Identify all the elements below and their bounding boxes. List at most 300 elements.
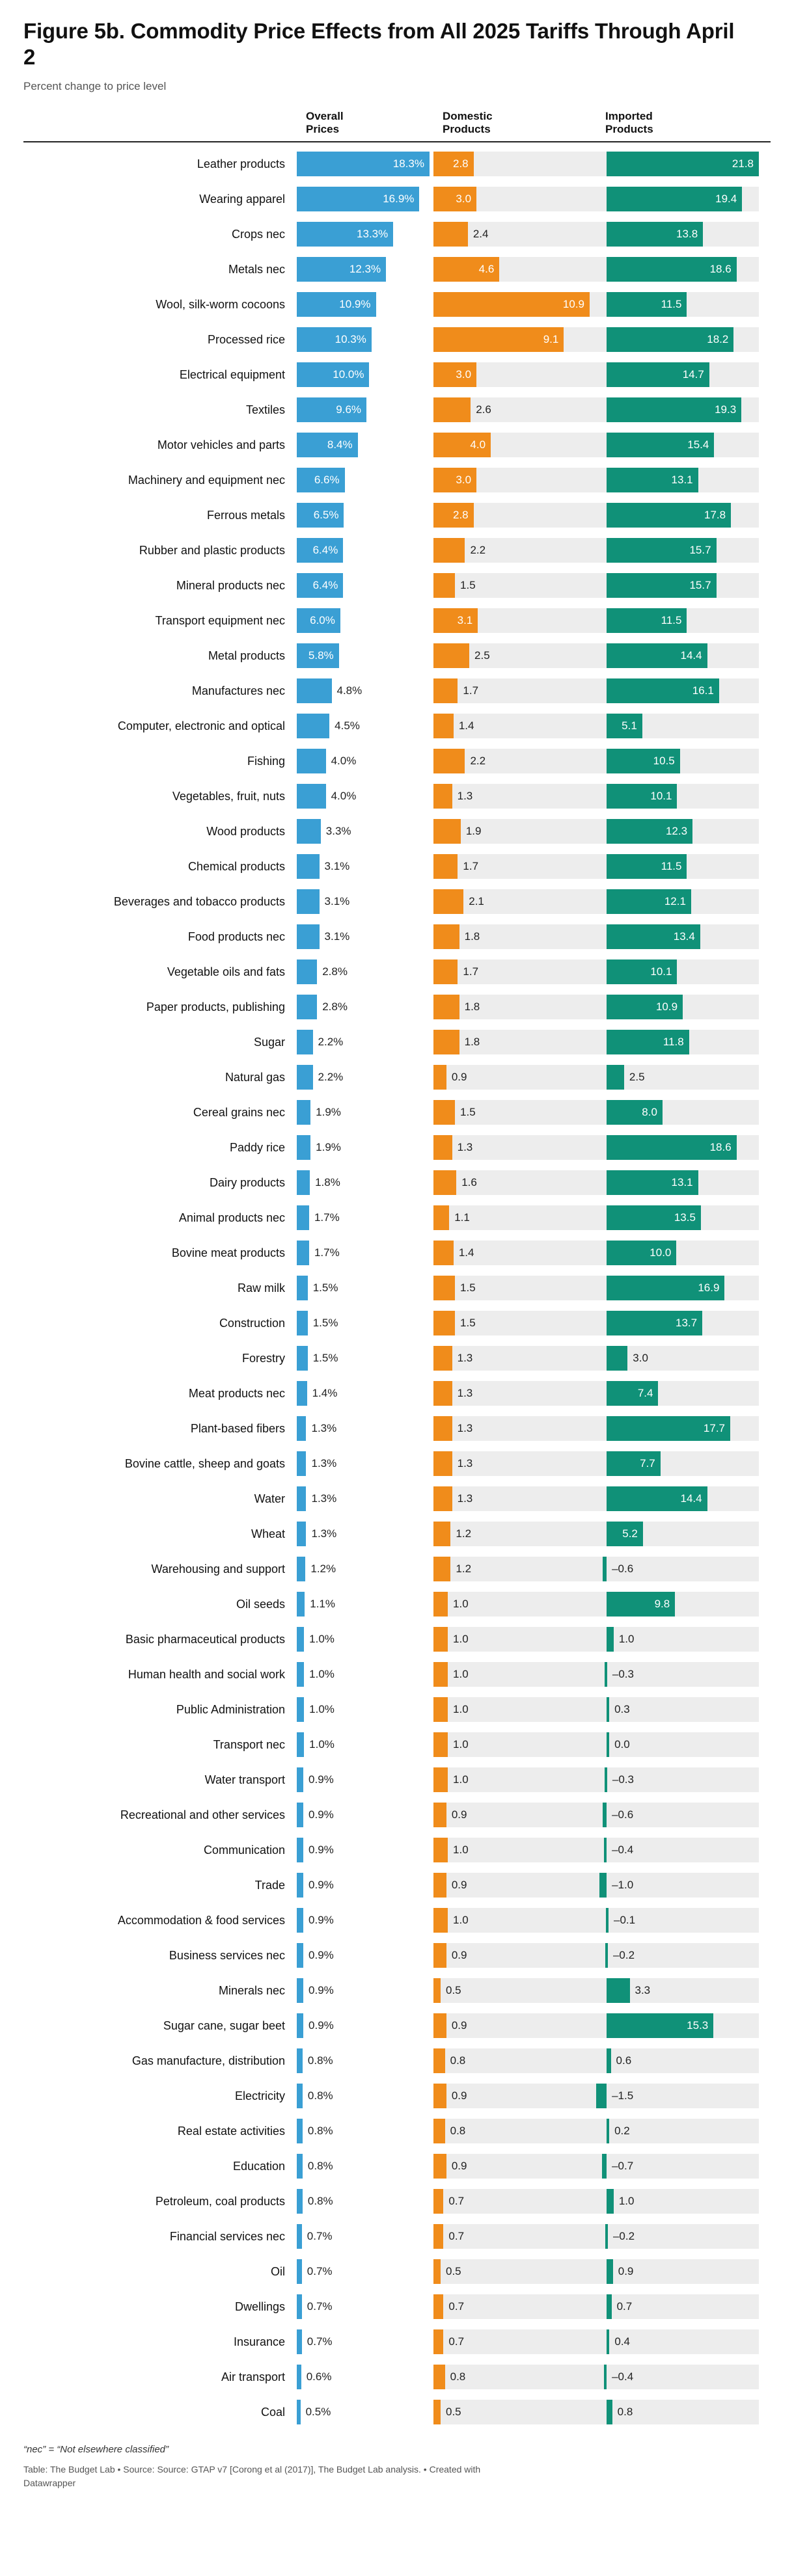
bar-cell-domestic — [433, 1135, 596, 1160]
bar-value-overall: 1.4% — [312, 1387, 338, 1400]
bar-value-domestic: 2.6 — [476, 403, 491, 416]
row-label: Electricity — [234, 2089, 285, 2102]
row-label: Textiles — [245, 403, 285, 416]
bar-value-imported: 11.5 — [661, 860, 682, 873]
bar-value-domestic: 3.0 — [456, 474, 472, 487]
bar-cell-domestic — [433, 1732, 596, 1757]
row-label: Bovine cattle, sheep and goats — [124, 1456, 285, 1470]
bar-value-overall: 0.8% — [307, 2054, 333, 2067]
row-label: Financial services nec — [169, 2229, 285, 2243]
row-label: Sugar — [253, 1035, 285, 1049]
table-row — [23, 1376, 771, 1411]
table-row — [23, 638, 771, 673]
bar-value-imported: 13.4 — [673, 930, 695, 943]
bar-cell-overall — [297, 819, 433, 844]
bar-cell-domestic — [433, 152, 596, 176]
bar-domestic — [433, 889, 463, 914]
bar-value-domestic: 0.9 — [451, 1949, 467, 1962]
bar-track-domestic — [433, 1170, 596, 1195]
bar-value-overall: 1.9% — [316, 1106, 341, 1119]
table-row — [23, 427, 771, 463]
bar-domestic — [433, 1803, 446, 1827]
bar-cell-domestic — [433, 1311, 596, 1335]
bar-domestic — [433, 2048, 445, 2073]
bar-value-domestic: 1.8 — [464, 1000, 480, 1013]
bar-value-imported: 15.3 — [687, 2019, 709, 2032]
bar-value-overall: 6.0% — [310, 614, 335, 627]
bar-value-domestic: 2.1 — [469, 895, 484, 908]
row-label: Ferrous metals — [206, 508, 285, 522]
bar-value-imported: 3.0 — [633, 1352, 648, 1365]
row-label: Dwellings — [234, 2300, 285, 2313]
bar-domestic — [433, 2189, 443, 2214]
row-label: Minerals nec — [218, 1983, 285, 1997]
table-row — [23, 708, 771, 744]
bar-value-overall: 0.8% — [307, 2195, 333, 2208]
bar-value-domestic: 2.5 — [474, 649, 490, 662]
bar-value-overall: 1.3% — [311, 1492, 337, 1505]
table-row — [23, 1587, 771, 1622]
bar-value-imported: 10.5 — [653, 755, 675, 768]
bar-cell-imported — [596, 152, 759, 176]
bar-cell-domestic — [433, 1803, 596, 1827]
bar-value-imported: 5.1 — [622, 719, 637, 732]
bar-value-overall: 0.7% — [307, 2335, 333, 2348]
bar-cell-imported — [596, 2189, 759, 2214]
bar-cell-domestic — [433, 2224, 596, 2249]
bar-value-overall: 5.8% — [308, 649, 334, 662]
bar-overall — [297, 995, 317, 1019]
row-label: Plant-based fibers — [190, 1421, 285, 1435]
bar-value-domestic: 0.8 — [450, 2370, 466, 2383]
bar-value-domestic: 1.5 — [460, 579, 476, 592]
bar-imported — [607, 1978, 629, 2003]
bar-value-domestic: 0.5 — [446, 1984, 461, 1997]
bar-value-overall: 0.8% — [307, 2089, 333, 2102]
bar-cell-overall — [297, 187, 433, 211]
bar-cell-domestic — [433, 1557, 596, 1581]
bar-cell-imported — [596, 889, 759, 914]
bar-cell-overall — [297, 2224, 433, 2249]
bar-cell-imported — [596, 608, 759, 633]
bar-value-imported: 18.6 — [709, 263, 732, 276]
bar-cell-imported — [596, 2013, 759, 2038]
bar-domestic — [433, 1276, 455, 1300]
bar-domestic — [433, 1241, 454, 1265]
row-label: Water transport — [204, 1773, 285, 1786]
bar-imported — [605, 2224, 608, 2249]
bar-cell-overall — [297, 573, 433, 598]
row-label: Processed rice — [207, 332, 285, 346]
bar-cell-overall — [297, 608, 433, 633]
table-row — [23, 1868, 771, 1903]
bar-value-imported: 17.8 — [704, 509, 726, 522]
bar-value-imported: 13.7 — [675, 1317, 698, 1330]
bar-cell-domestic — [433, 573, 596, 598]
bar-cell-domestic — [433, 397, 596, 422]
bar-value-overall: 1.9% — [316, 1141, 341, 1154]
bar-overall — [297, 678, 332, 703]
bar-value-overall: 1.5% — [312, 1317, 338, 1330]
bar-value-domestic: 0.5 — [446, 2265, 461, 2278]
header-divider — [23, 141, 771, 142]
bar-value-overall: 1.1% — [310, 1598, 335, 1611]
bar-value-overall: 1.8% — [315, 1176, 340, 1189]
bar-cell-domestic — [433, 1838, 596, 1862]
bar-cell-overall — [297, 1978, 433, 2003]
table-row — [23, 1060, 771, 1095]
row-label: Food products nec — [187, 930, 285, 943]
bar-track-domestic — [433, 1241, 596, 1265]
bar-track-domestic — [433, 573, 596, 598]
bar-cell-domestic — [433, 819, 596, 844]
bar-value-domestic: 0.9 — [451, 1879, 467, 1892]
row-label: Chemical products — [187, 859, 285, 873]
table-row — [23, 146, 771, 181]
bar-overall — [297, 1451, 306, 1476]
bar-cell-imported — [596, 1346, 759, 1371]
bar-track-domestic — [433, 1100, 596, 1125]
bar-cell-overall — [297, 1908, 433, 1933]
bar-imported — [603, 1803, 607, 1827]
bar-domestic — [433, 1873, 446, 1898]
bar-cell-imported — [596, 2259, 759, 2284]
table-row — [23, 1025, 771, 1060]
bar-cell-overall — [297, 749, 433, 773]
table-row — [23, 603, 771, 638]
bar-cell-overall — [297, 2294, 433, 2319]
bar-cell-domestic — [433, 1451, 596, 1476]
bar-cell-domestic — [433, 2048, 596, 2073]
bar-cell-overall — [297, 2329, 433, 2354]
bar-track-domestic — [433, 714, 596, 738]
bar-cell-domestic — [433, 643, 596, 668]
bar-overall — [297, 1030, 313, 1054]
bar-cell-domestic — [433, 187, 596, 211]
bar-value-overall: 1.5% — [312, 1352, 338, 1365]
bar-value-domestic: 4.0 — [470, 438, 486, 451]
bar-cell-overall — [297, 1873, 433, 1898]
chart-rows — [23, 146, 771, 2430]
chart-subtitle: Percent change to price level — [23, 79, 167, 92]
bar-value-overall: 0.5% — [305, 2406, 331, 2419]
bar-cell-overall — [297, 397, 433, 422]
bar-cell-overall — [297, 1241, 433, 1265]
bar-domestic — [433, 959, 458, 984]
bar-domestic — [433, 573, 455, 598]
bar-value-overall: 0.7% — [307, 2265, 333, 2278]
row-label: Vegetable oils and fats — [167, 965, 285, 978]
bar-value-domestic: 2.8 — [453, 157, 469, 170]
bar-cell-imported — [596, 1100, 759, 1125]
bar-cell-domestic — [433, 1241, 596, 1265]
bar-overall — [297, 1100, 310, 1125]
bar-domestic — [433, 1030, 459, 1054]
row-label: Real estate activities — [177, 2124, 285, 2138]
bar-cell-imported — [596, 397, 759, 422]
bar-cell-domestic — [433, 1065, 596, 1090]
table-row — [23, 1411, 771, 1446]
bar-cell-imported — [596, 468, 759, 492]
bar-value-overall: 1.0% — [309, 1633, 335, 1646]
bar-imported — [602, 2154, 607, 2179]
table-row — [23, 1200, 771, 1235]
bar-value-imported: 13.1 — [671, 1176, 693, 1189]
bar-cell-imported — [596, 362, 759, 387]
bar-domestic — [433, 1416, 452, 1441]
bar-value-domestic: 1.4 — [458, 719, 474, 732]
bar-value-domestic: 1.3 — [457, 1352, 473, 1365]
bar-value-domestic: 1.7 — [463, 684, 479, 697]
bar-cell-domestic — [433, 1346, 596, 1371]
bar-value-imported: 1.0 — [618, 1633, 635, 1646]
bar-cell-overall — [297, 362, 433, 387]
bar-domestic — [433, 2259, 441, 2284]
bar-imported — [607, 2329, 609, 2354]
row-label: Education — [232, 2159, 285, 2173]
bar-cell-domestic — [433, 1943, 596, 1968]
bar-value-overall: 0.9% — [308, 1879, 334, 1892]
row-label: Bovine meat products — [171, 1246, 285, 1259]
bar-imported — [607, 1346, 627, 1371]
bar-value-domestic: 3.0 — [456, 193, 472, 206]
bar-cell-overall — [297, 433, 433, 457]
bar-value-overall: 6.5% — [313, 509, 339, 522]
bar-value-imported: 0.3 — [614, 1703, 630, 1716]
bar-value-domestic: 1.1 — [454, 1211, 470, 1224]
bar-value-overall: 0.9% — [308, 1914, 334, 1927]
bar-value-imported: 10.0 — [650, 1246, 672, 1259]
bar-value-overall: 0.9% — [308, 2019, 334, 2032]
bar-cell-overall — [297, 222, 433, 247]
bar-cell-imported — [596, 1451, 759, 1476]
bar-cell-imported — [596, 1908, 759, 1933]
bar-value-imported: 0.9 — [618, 2265, 634, 2278]
bar-imported — [607, 1065, 624, 1090]
bar-value-overall: 0.9% — [308, 1808, 334, 1821]
column-header-domestic-line1: Domestic — [443, 109, 493, 122]
table-row — [23, 1095, 771, 1130]
bar-value-overall: 1.0% — [309, 1738, 335, 1751]
bar-value-imported: –0.1 — [614, 1914, 636, 1927]
bar-cell-overall — [297, 2400, 433, 2424]
row-label: Gas manufacture, distribution — [131, 2054, 285, 2067]
bar-value-imported: 11.8 — [663, 1036, 684, 1049]
row-label: Human health and social work — [128, 1667, 285, 1681]
bar-domestic — [433, 854, 458, 879]
bar-cell-imported — [596, 1416, 759, 1441]
bar-cell-overall — [297, 924, 433, 949]
row-label: Rubber and plastic products — [139, 543, 285, 557]
table-row — [23, 2184, 771, 2219]
bar-cell-overall — [297, 2259, 433, 2284]
table-row — [23, 849, 771, 884]
bar-cell-imported — [596, 714, 759, 738]
bar-value-overall: 1.7% — [314, 1211, 340, 1224]
bar-cell-overall — [297, 1311, 433, 1335]
bar-cell-imported — [596, 573, 759, 598]
bar-cell-imported — [596, 2329, 759, 2354]
bar-imported — [605, 1767, 607, 1792]
column-header-imported-line1: Imported — [605, 109, 653, 122]
row-label: Sugar cane, sugar beet — [163, 2019, 285, 2032]
bar-value-imported: 18.6 — [709, 1141, 732, 1154]
bar-cell-domestic — [433, 1978, 596, 2003]
bar-domestic — [433, 678, 458, 703]
bar-cell-imported — [596, 1486, 759, 1511]
bar-value-imported: 16.1 — [692, 684, 714, 697]
bar-cell-imported — [596, 1522, 759, 1546]
bar-cell-domestic — [433, 503, 596, 528]
row-label: Accommodation & food services — [117, 1913, 285, 1927]
bar-cell-domestic — [433, 222, 596, 247]
bar-cell-imported — [596, 2400, 759, 2424]
row-label: Recreational and other services — [120, 1808, 285, 1821]
bar-value-imported: –0.6 — [612, 1563, 634, 1576]
bar-cell-overall — [297, 1767, 433, 1792]
bar-cell-domestic — [433, 257, 596, 282]
bar-cell-imported — [596, 1311, 759, 1335]
bar-imported — [604, 2365, 607, 2389]
row-label: Communication — [203, 1843, 285, 1857]
bar-domestic — [433, 1627, 448, 1652]
table-row — [23, 744, 771, 779]
row-label: Animal products nec — [178, 1211, 285, 1224]
bar-cell-imported — [596, 819, 759, 844]
bar-value-overall: 10.9% — [339, 298, 371, 311]
bar-cell-overall — [297, 1346, 433, 1371]
bar-value-overall: 0.9% — [308, 1984, 334, 1997]
table-row — [23, 814, 771, 849]
bar-cell-imported — [596, 1627, 759, 1652]
bar-value-domestic: 2.8 — [453, 509, 469, 522]
row-label: Transport nec — [213, 1737, 285, 1751]
bar-cell-imported — [596, 2294, 759, 2319]
bar-value-overall: 16.9% — [383, 193, 415, 206]
bar-domestic — [433, 2154, 446, 2179]
bar-cell-imported — [596, 538, 759, 563]
row-label: Electrical equipment — [179, 368, 285, 381]
row-label: Wearing apparel — [199, 192, 285, 206]
bar-domestic — [433, 1943, 446, 1968]
bar-cell-overall — [297, 1943, 433, 1968]
table-row — [23, 181, 771, 217]
bar-cell-domestic — [433, 1030, 596, 1054]
row-label: Construction — [219, 1316, 285, 1330]
bar-cell-overall — [297, 538, 433, 563]
bar-cell-overall — [297, 327, 433, 352]
table-row — [23, 884, 771, 919]
bar-domestic — [433, 2013, 446, 2038]
bar-value-imported: 21.8 — [732, 157, 754, 170]
bar-value-imported: 14.7 — [682, 368, 704, 381]
bar-cell-domestic — [433, 1767, 596, 1792]
bar-domestic — [433, 714, 454, 738]
table-row — [23, 1832, 771, 1868]
row-label: Metal products — [208, 649, 285, 662]
table-row — [23, 673, 771, 708]
row-label: Trade — [254, 1878, 285, 1892]
bar-value-domestic: 1.8 — [464, 1036, 480, 1049]
bar-domestic — [433, 1767, 448, 1792]
bar-value-imported: 0.0 — [614, 1738, 630, 1751]
bar-overall — [297, 1908, 303, 1933]
bar-overall — [297, 2224, 302, 2249]
bar-domestic — [433, 1381, 452, 1406]
bar-track-domestic — [433, 959, 596, 984]
bar-cell-overall — [297, 1486, 433, 1511]
bar-domestic — [433, 1592, 448, 1617]
bar-domestic — [433, 2224, 443, 2249]
bar-value-overall: 4.8% — [336, 684, 363, 697]
table-row — [23, 1551, 771, 1587]
bar-track-domestic — [433, 1311, 596, 1335]
footnote: “nec” = “Not elsewhere classified” — [23, 2444, 169, 2456]
table-row — [23, 1622, 771, 1657]
bar-value-imported: 19.3 — [715, 403, 737, 416]
bar-cell-domestic — [433, 1627, 596, 1652]
bar-cell-imported — [596, 1803, 759, 1827]
bar-overall — [297, 1205, 309, 1230]
bar-cell-overall — [297, 2154, 433, 2179]
bar-cell-overall — [297, 1416, 433, 1441]
bar-overall — [297, 924, 320, 949]
bar-cell-domestic — [433, 889, 596, 914]
bar-value-imported: 7.4 — [637, 1387, 653, 1400]
table-row — [23, 2149, 771, 2184]
bar-cell-overall — [297, 1170, 433, 1195]
bar-domestic — [433, 643, 469, 668]
bar-cell-domestic — [433, 433, 596, 457]
bar-value-domestic: 1.0 — [453, 1633, 469, 1646]
row-label: Raw milk — [237, 1281, 285, 1295]
bar-value-domestic: 1.0 — [453, 1668, 469, 1681]
bar-value-imported: 15.7 — [689, 579, 711, 592]
bar-value-overall: 1.0% — [309, 1703, 335, 1716]
bar-value-imported: 16.9 — [698, 1281, 720, 1295]
bar-cell-imported — [596, 2048, 759, 2073]
table-row — [23, 2113, 771, 2149]
bar-value-overall: 1.7% — [314, 1246, 340, 1259]
table-row — [23, 1727, 771, 1762]
bar-value-overall: 3.1% — [324, 895, 350, 908]
bar-imported — [607, 2294, 612, 2319]
bar-overall — [297, 1486, 306, 1511]
bar-value-overall: 0.9% — [308, 1773, 334, 1786]
bar-cell-domestic — [433, 2084, 596, 2108]
table-row — [23, 2324, 771, 2359]
bar-value-imported: 0.4 — [614, 2335, 631, 2348]
bar-value-overall: 2.8% — [322, 1000, 348, 1013]
bar-value-domestic: 3.1 — [457, 614, 473, 627]
bar-cell-domestic — [433, 2189, 596, 2214]
bar-value-overall: 6.4% — [312, 579, 338, 592]
row-label: Natural gas — [225, 1070, 285, 1084]
bar-cell-imported — [596, 1662, 759, 1687]
bar-overall — [297, 714, 329, 738]
bar-domestic — [433, 397, 471, 422]
bar-domestic — [433, 819, 461, 844]
row-label: Water — [254, 1492, 285, 1505]
bar-cell-imported — [596, 1767, 759, 1792]
bar-cell-domestic — [433, 1170, 596, 1195]
bar-value-imported: 13.1 — [671, 474, 693, 487]
bar-value-imported: –1.5 — [612, 2089, 634, 2102]
bar-overall — [297, 1276, 308, 1300]
bar-value-domestic: 0.9 — [451, 1071, 467, 1084]
bar-value-imported: –0.7 — [612, 2160, 634, 2173]
bar-value-domestic: 1.3 — [457, 1141, 473, 1154]
